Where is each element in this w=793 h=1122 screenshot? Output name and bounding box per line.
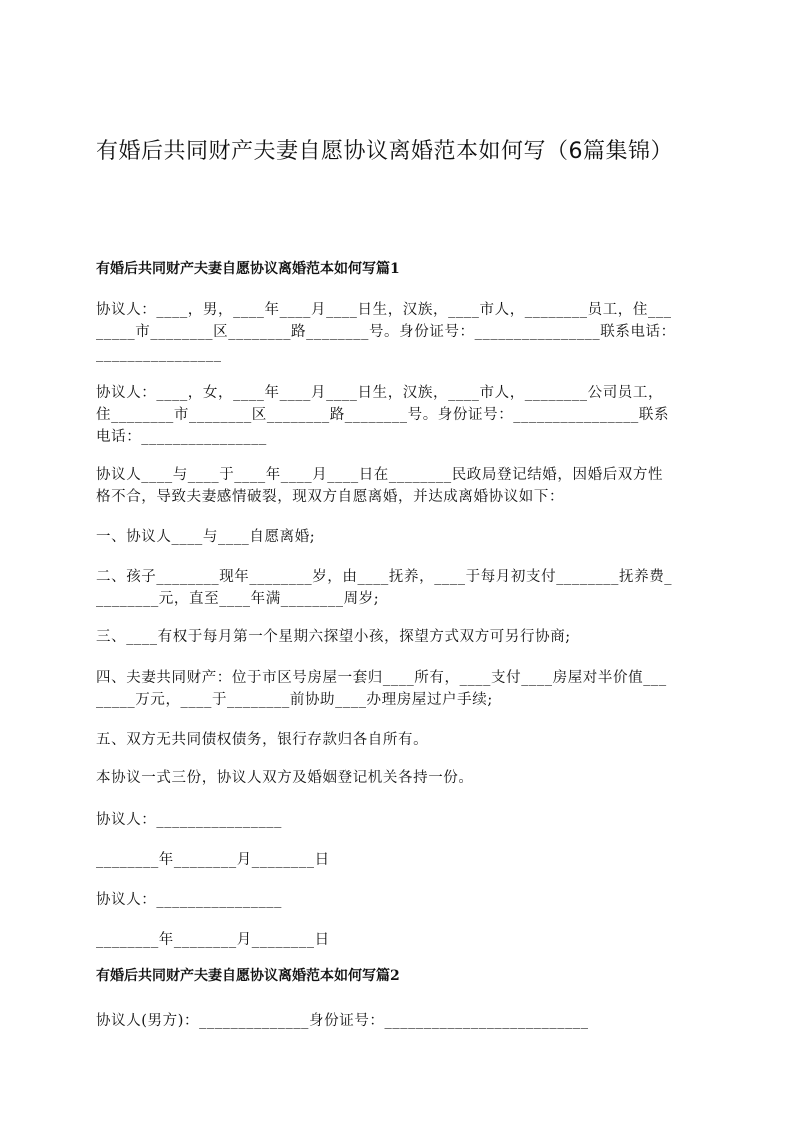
paragraph-wife-info (96, 382, 701, 448)
signature-line-2 (96, 889, 701, 911)
text-line: 住________市________区________路________号。身份证号：________________联系 (96, 407, 670, 423)
date-line-2 (96, 929, 701, 951)
text-line: 协议人：____，男，____年____月____日生，汉族，____市人，________员工，住___ (96, 302, 672, 318)
text-line: ________年________月________日 (96, 852, 330, 868)
clause-3 (96, 626, 701, 648)
clause-5 (96, 729, 701, 751)
text-line: 四、夫妻共同财产：位于市区号房屋一套归____所有，____支付____房屋对半价值___ (96, 670, 667, 686)
text-line: 五、双方无共同债权债务，银行存款归各自所有。 (96, 732, 429, 748)
text-line: 协议人(男方)：______________身份证号：__________________________ (96, 1013, 589, 1029)
text-line: 协议人：________________ (96, 892, 282, 908)
text-line: 协议人：________________ (96, 812, 282, 828)
copies-statement (96, 767, 701, 789)
text-line: 格不合，导致夫妻感情破裂，现双方自愿离婚，并达成离婚协议如下： (96, 489, 565, 505)
text-line: _____市________区________路________号。身份证号：________________联系电话： (96, 324, 676, 340)
clause-2 (96, 566, 701, 610)
text-line: ________________ (96, 346, 222, 362)
text-line: ________年________月________日 (96, 932, 330, 948)
text-line: ________元，直至____年满________周岁; (96, 591, 380, 607)
text-line: _____万元，____于________前协助____办理房屋过户手续; (96, 692, 493, 708)
clause-1 (96, 526, 701, 548)
paragraph-husband-info (96, 299, 701, 365)
section-heading-2: 有婚后共同财产夫妻自愿协议离婚范本如何写篇2 (96, 968, 400, 984)
text-line: 二、孩子________现年________岁，由____抚养，____于每月初支付________抚养费_ (96, 569, 673, 585)
text-line: 协议人：____，女，____年____月____日生，汉族，____市人，________公司员工， (96, 385, 664, 401)
paragraph-marriage-info (96, 464, 701, 508)
clause-4 (96, 667, 701, 711)
paragraph-male-party (96, 1010, 701, 1032)
date-line-1 (96, 849, 701, 871)
text-line: 协议人____与____于____年____月____日在________民政局登记结婚，因婚后双方性 (96, 467, 664, 483)
text-line: 本协议一式三份，协议人双方及婚姻登记机关各持一份。 (96, 770, 474, 786)
text-line: 三、____有权于每月第一个星期六探望小孩，探望方式双方可另行协商; (96, 629, 571, 645)
text-line: 一、协议人____与____自愿离婚; (96, 529, 316, 545)
signature-line-1 (96, 809, 701, 831)
section-heading-1: 有婚后共同财产夫妻自愿协议离婚范本如何写篇1 (96, 261, 400, 277)
text-line: 电话：________________ (96, 429, 267, 445)
document-title: 有婚后共同财产夫妻自愿协议离婚范本如何写（6篇集锦） (96, 139, 673, 164)
